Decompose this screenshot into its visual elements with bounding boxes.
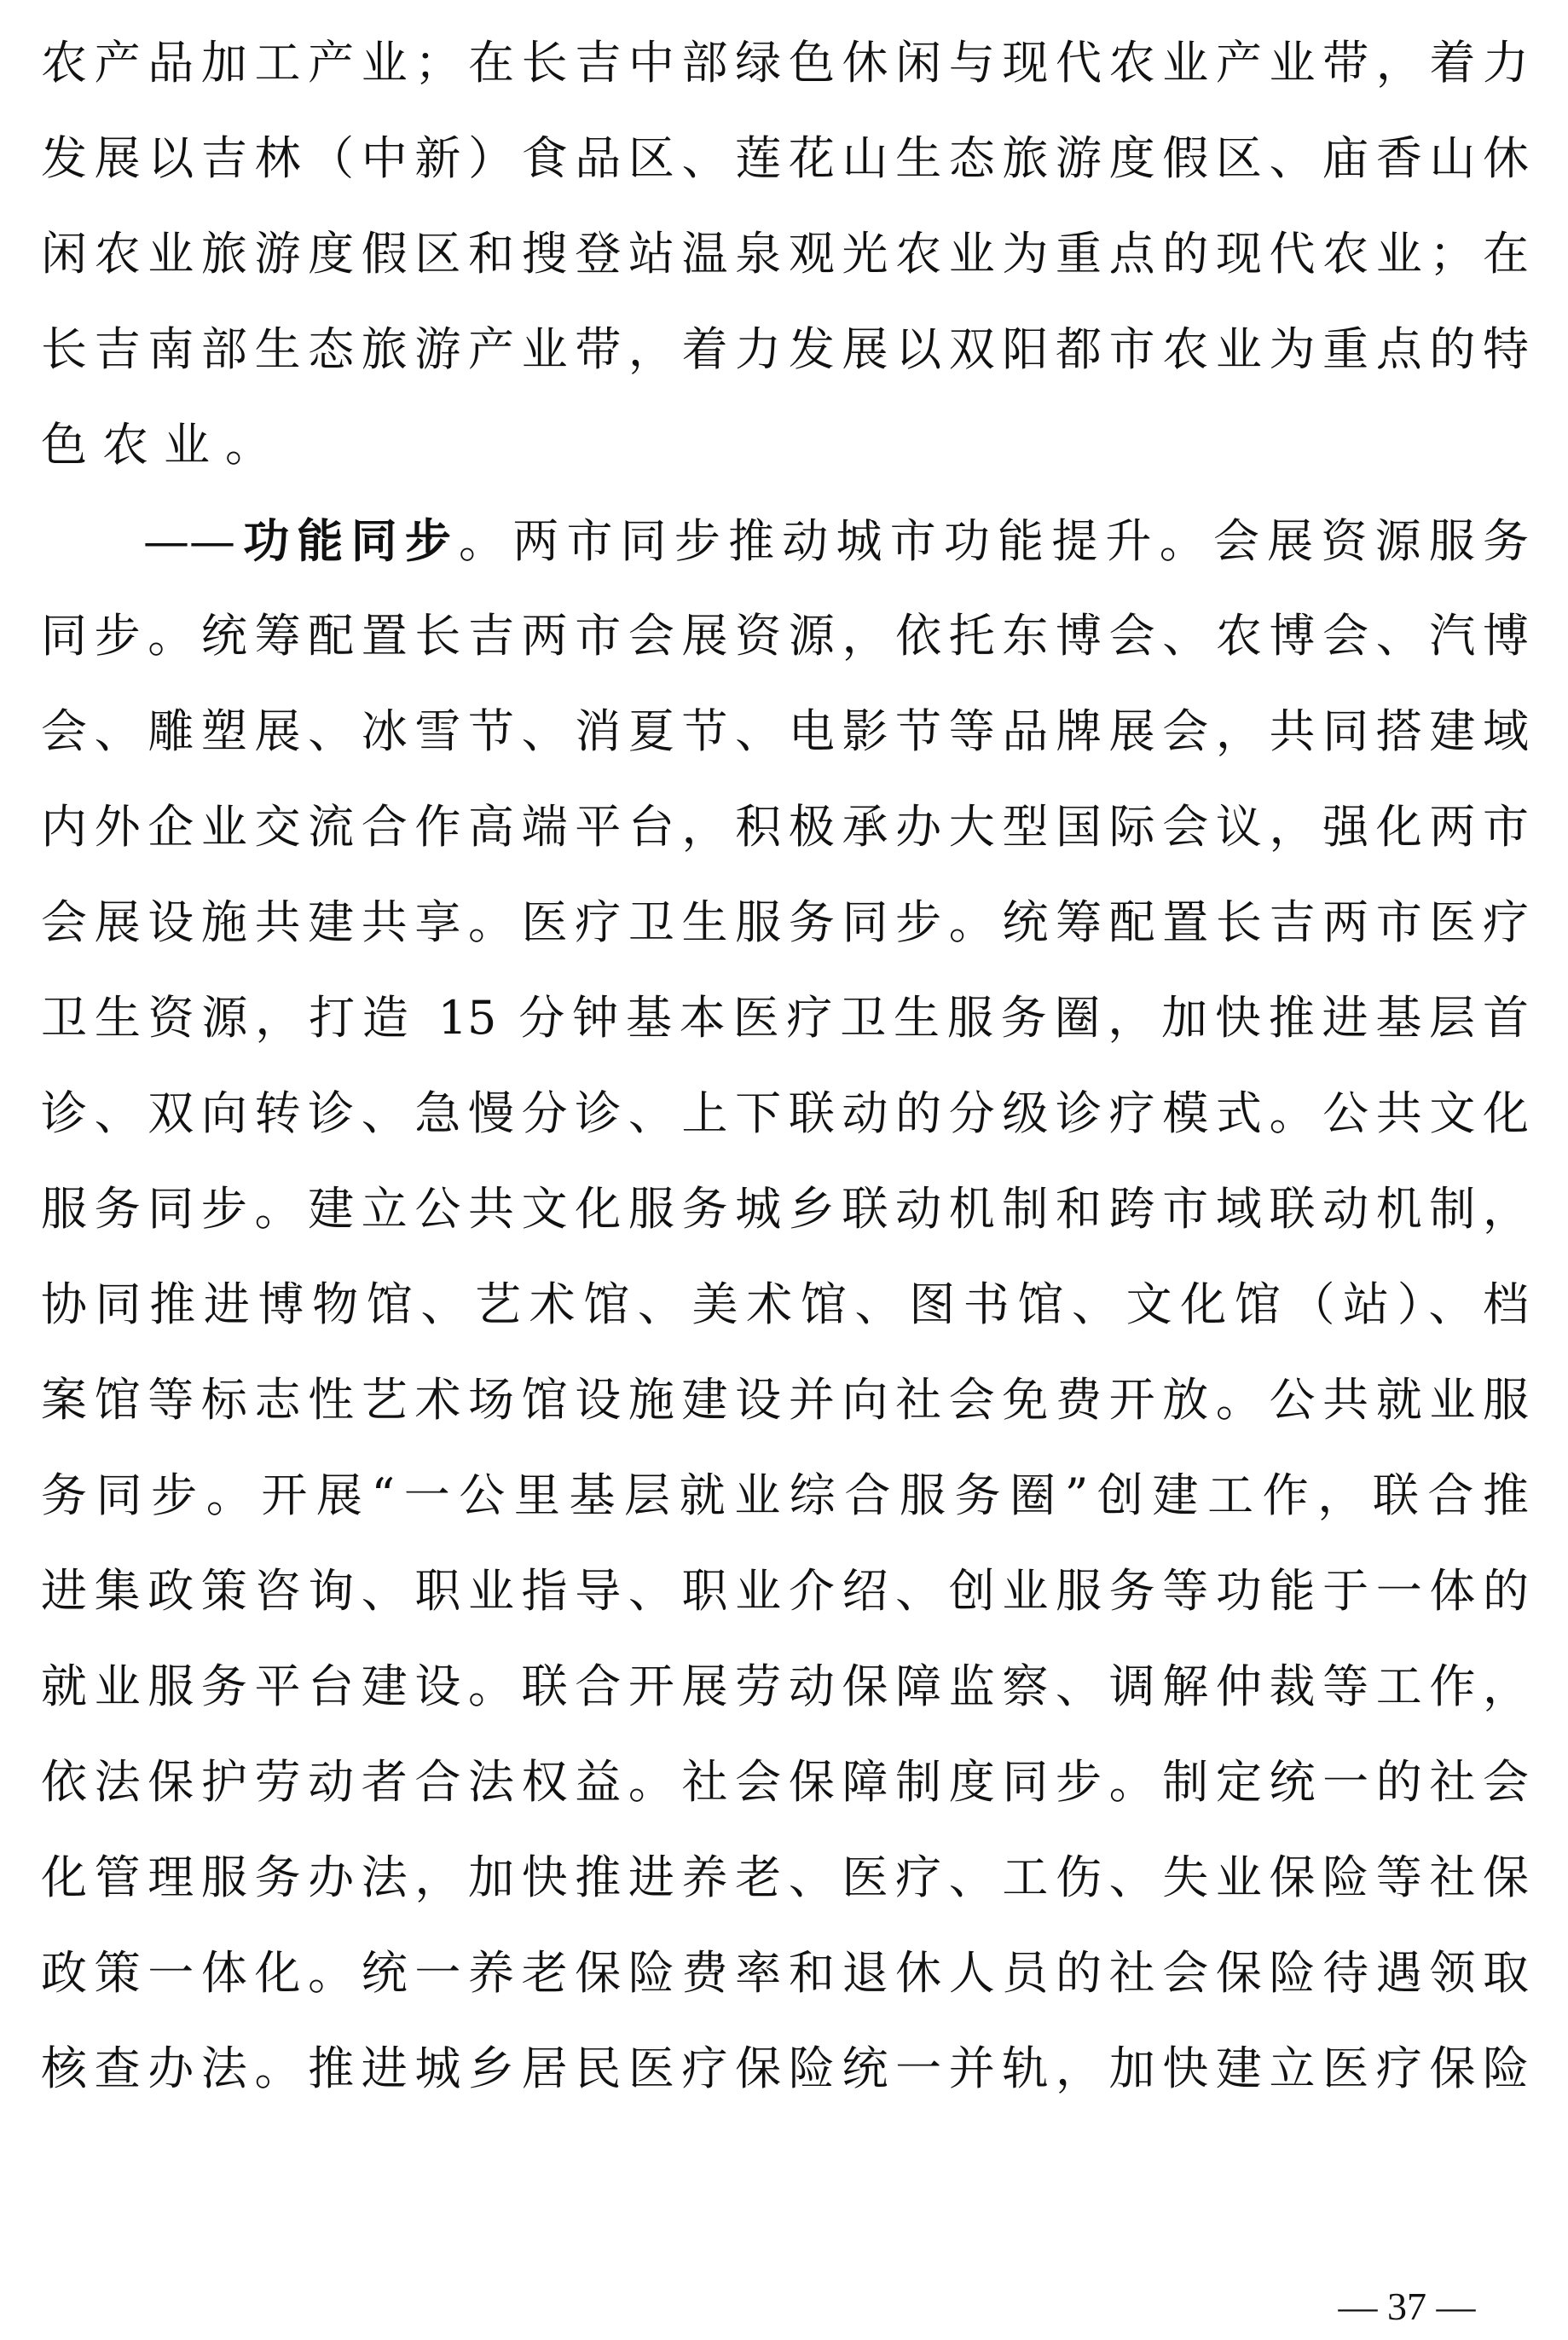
text-line: 色农业。 [41, 418, 286, 472]
text-line: 就业服务平台建设。联合开展劳动保障监察、调解仲裁等工作， [41, 1659, 1529, 1713]
text-line: 核查办法。推进城乡居民医疗保险统一并轨，加快建立医疗保险 [41, 2042, 1529, 2095]
section-heading-line [143, 493, 1529, 588]
section-heading: 功能同步 [235, 513, 460, 568]
text-line: 长吉南部生态旅游产业带，着力发展以双阳都市农业为重点的特 [41, 322, 1529, 376]
text-line: 政策一体化。统一养老保险费率和退休人员的社会保险待遇领取 [41, 1946, 1529, 2000]
text-line: 闲农业旅游度假区和搜登站温泉观光农业为重点的现代农业；在 [41, 227, 1529, 281]
text-line: 农产品加工产业；在长吉中部绿色休闲与现代农业产业带，着力 [41, 36, 1529, 90]
text-line: 服务同步。建立公共文化服务城乡联动机制和跨市域联动机制， [41, 1182, 1529, 1236]
text-line: 卫生资源，打造 15 分钟基本医疗卫生服务圈，加快推进基层首 [41, 991, 1529, 1045]
text-line: 化管理服务办法，加快推进养老、医疗、工伤、失业保险等社保 [41, 1851, 1529, 1904]
heading-line-rest: 。两市同步推动城市功能提升。会展资源服务 [459, 514, 1530, 568]
text-line: 诊、双向转诊、急慢分诊、上下联动的分级诊疗模式。公共文化 [41, 1086, 1529, 1140]
page-number: — 37 — [1338, 2285, 1476, 2328]
text-line: 案馆等标志性艺术场馆设施建设并向社会免费开放。公共就业服 [41, 1373, 1529, 1427]
text-line: 务同步。开展“一公里基层就业综合服务圈”创建工作，联合推 [41, 1468, 1529, 1522]
text-line: 会展设施共建共享。医疗卫生服务同步。统筹配置长吉两市医疗 [41, 895, 1529, 949]
lead-dash: —— [143, 514, 235, 568]
text-line: 依法保护劳动者合法权益。社会保障制度同步。制定统一的社会 [41, 1755, 1529, 1809]
text-line: 同步。统筹配置长吉两市会展资源，依托东博会、农博会、汽博 [41, 609, 1529, 663]
text-line: 协同推进博物馆、艺术馆、美术馆、图书馆、文化馆（站）、档 [41, 1277, 1529, 1331]
text-line: 发展以吉林（中新）食品区、莲花山生态旅游度假区、庙香山休 [41, 131, 1529, 185]
text-line: 内外企业交流合作高端平台，积极承办大型国际会议，强化两市 [41, 800, 1529, 854]
text-line: 会、雕塑展、冰雪节、消夏节、电影节等品牌展会，共同搭建域 [41, 704, 1529, 758]
text-line: 进集政策咨询、职业指导、职业介绍、创业服务等功能于一体的 [41, 1564, 1529, 1618]
